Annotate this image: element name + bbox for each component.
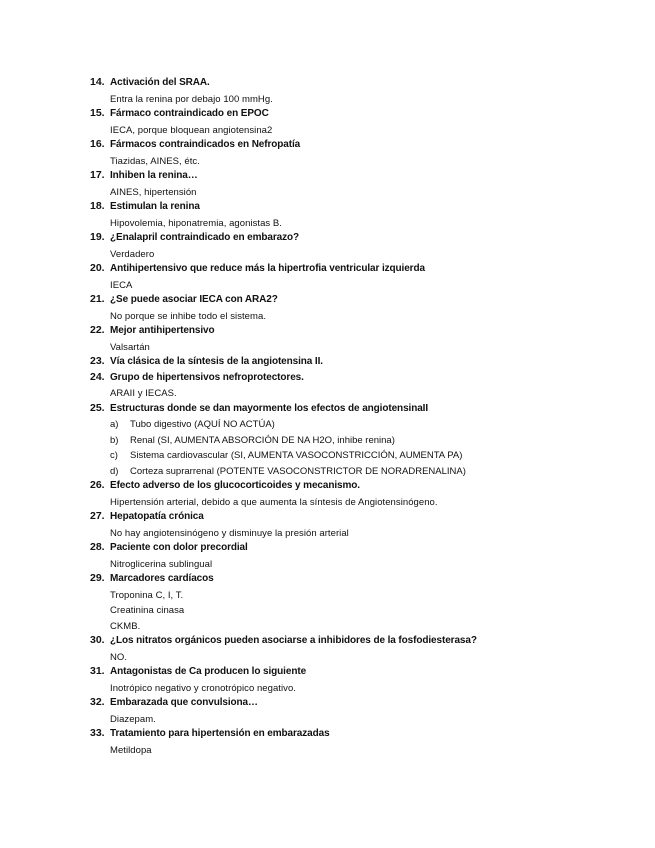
question-item: [90, 371, 630, 402]
question-line: [90, 231, 630, 247]
question-item: [90, 200, 630, 231]
question-text: Embarazada que convulsiona…: [110, 697, 258, 708]
answer-text: Diazepam.: [110, 713, 156, 725]
question-number: 24.: [90, 370, 105, 383]
sub-item-letter: a): [110, 419, 119, 430]
sub-item: [90, 433, 630, 449]
question-item: [90, 76, 630, 107]
question-number: 27.: [90, 510, 105, 522]
question-number: 30.: [90, 634, 105, 646]
answer-text: Inotrópico negativo y cronotrópico negativo.: [110, 682, 296, 694]
question-item: [90, 107, 630, 138]
question-item: [90, 541, 630, 572]
question-item: [90, 262, 630, 293]
question-line: [90, 262, 630, 278]
question-text: Inhiben la renina…: [110, 170, 198, 181]
sub-item-letter: c): [110, 450, 118, 461]
question-text: Tratamiento para hipertensión en embarazadas: [110, 728, 330, 739]
question-item: [90, 665, 630, 696]
question-line: [90, 138, 630, 154]
question-number: 26.: [90, 479, 105, 491]
question-item: [90, 402, 630, 480]
question-text: ¿Los nitratos orgánicos pueden asociarse a inhibidores de la fosfodiesterasa?: [110, 635, 477, 646]
question-text: Activación del SRAA.: [110, 77, 210, 88]
answer-text: Hipertensión arterial, debido a que aumenta la síntesis de Angiotensinógeno.: [110, 496, 438, 508]
answer-text: Tiazidas, AINES, étc.: [110, 155, 200, 167]
question-item: [90, 510, 630, 541]
question-number: 19.: [90, 231, 105, 243]
question-item: [90, 169, 630, 200]
question-number: 32.: [90, 696, 105, 708]
question-text: Efecto adverso de los glucocorticoides y mecanismo.: [110, 480, 360, 491]
question-line: [90, 727, 630, 743]
question-line: [90, 371, 630, 387]
sub-item-text: Tubo digestivo (AQUÍ NO ACTÚA): [130, 419, 275, 430]
answer-text: Creatinina cinasa: [110, 605, 185, 616]
question-line: [90, 479, 630, 495]
sub-item-text: Corteza suprarrenal (POTENTE VASOCONSTRICTOR DE NORADRENALINA): [130, 465, 466, 477]
question-text: ¿Enalapril contraindicado en embarazo?: [110, 232, 300, 243]
question-text: Grupo de hipertensivos nefroprotectores.: [110, 371, 304, 383]
answer-text: ARAII y IECAS.: [110, 388, 177, 399]
document-body: [90, 76, 630, 758]
question-line: [90, 402, 630, 418]
question-number: 21.: [90, 293, 105, 305]
question-line: [90, 107, 630, 123]
question-item: [90, 634, 630, 665]
question-line: [90, 541, 630, 557]
question-item: [90, 231, 630, 262]
question-text: Antihipertensivo que reduce más la hipertrofia ventricular izquierda: [110, 263, 425, 274]
question-line: [90, 665, 630, 681]
answer-text: NO.: [110, 651, 128, 663]
answer-text: Hipovolemia, hiponatremia, agonistas B.: [110, 217, 282, 229]
question-text: Fármacos contraindicados en Nefropatía: [110, 139, 301, 150]
question-text: Marcadores cardíacos: [110, 573, 214, 584]
question-text: Estructuras donde se dan mayormente los efectos de angiotensinaII: [110, 402, 429, 414]
sub-item: [90, 464, 630, 480]
answer-text: Nitroglicerina sublingual: [110, 558, 213, 570]
answer-text: Entra la renina por debajo 100 mmHg.: [110, 93, 273, 105]
question-number: 25.: [90, 401, 105, 414]
question-text: Hepatopatía crónica: [110, 511, 204, 522]
question-text: Mejor antihipertensivo: [110, 325, 215, 336]
sub-item-letter: b): [110, 434, 119, 446]
question-line: [90, 355, 630, 371]
answer-text: No hay angiotensinógeno y disminuye la presión arterial: [110, 527, 349, 539]
sub-item-text: Renal (SI, AUMENTA ABSORCIÓN DE NA H2O, inhibe renina): [130, 434, 395, 446]
answer-text: Valsartán: [110, 341, 150, 353]
answer-text: AINES, hipertensión: [110, 186, 197, 198]
sub-item-letter: d): [110, 465, 119, 477]
question-item: [90, 324, 630, 355]
question-item: [90, 138, 630, 169]
question-number: 14.: [90, 76, 105, 88]
question-text: Estimulan la renina: [110, 201, 200, 212]
question-line: [90, 324, 630, 340]
question-number: 16.: [90, 138, 105, 150]
answer-text: IECA, porque bloquean angiotensina2: [110, 124, 273, 136]
question-number: 18.: [90, 200, 105, 212]
answer-text: IECA: [110, 279, 133, 291]
question-number: 17.: [90, 169, 105, 181]
question-item: [90, 727, 630, 758]
answer-text: Verdadero: [110, 248, 155, 260]
question-number: 31.: [90, 665, 105, 677]
question-item: [90, 293, 630, 324]
question-text: ¿Se puede asociar IECA con ARA2?: [110, 294, 278, 305]
question-number: 29.: [90, 572, 105, 584]
question-line: [90, 76, 630, 92]
question-number: 22.: [90, 324, 105, 336]
question-item: [90, 696, 630, 727]
question-line: [90, 510, 630, 526]
sub-item-text: Sistema cardiovascular (SI, AUMENTA VASOCONSTRICCIÓN, AUMENTA PA): [130, 450, 463, 461]
question-line: [90, 572, 630, 588]
question-text: Vía clásica de la síntesis de la angiotensina II.: [110, 356, 323, 367]
question-line: [90, 634, 630, 650]
answer-text: Metildopa: [110, 744, 152, 756]
question-item: [90, 572, 630, 634]
question-line: [90, 169, 630, 185]
question-text: Fármaco contraindicado en EPOC: [110, 108, 269, 119]
question-line: [90, 293, 630, 309]
question-line: [90, 696, 630, 712]
question-number: 33.: [90, 727, 105, 739]
question-number: 23.: [90, 355, 105, 367]
question-line: [90, 200, 630, 216]
answer-text: No porque se inhibe todo el sistema.: [110, 310, 267, 322]
question-number: 28.: [90, 541, 105, 553]
question-item: [90, 479, 630, 510]
question-number: 15.: [90, 107, 105, 119]
answer-text: CKMB.: [110, 620, 141, 632]
question-number: 20.: [90, 262, 105, 274]
question-text: Paciente con dolor precordial: [110, 542, 248, 553]
question-item: [90, 355, 630, 371]
question-text: Antagonistas de Ca producen lo siguiente: [110, 666, 307, 677]
sub-item: [90, 448, 630, 464]
answer-text: Troponina C, I, T.: [110, 589, 184, 601]
sub-item: [90, 417, 630, 433]
